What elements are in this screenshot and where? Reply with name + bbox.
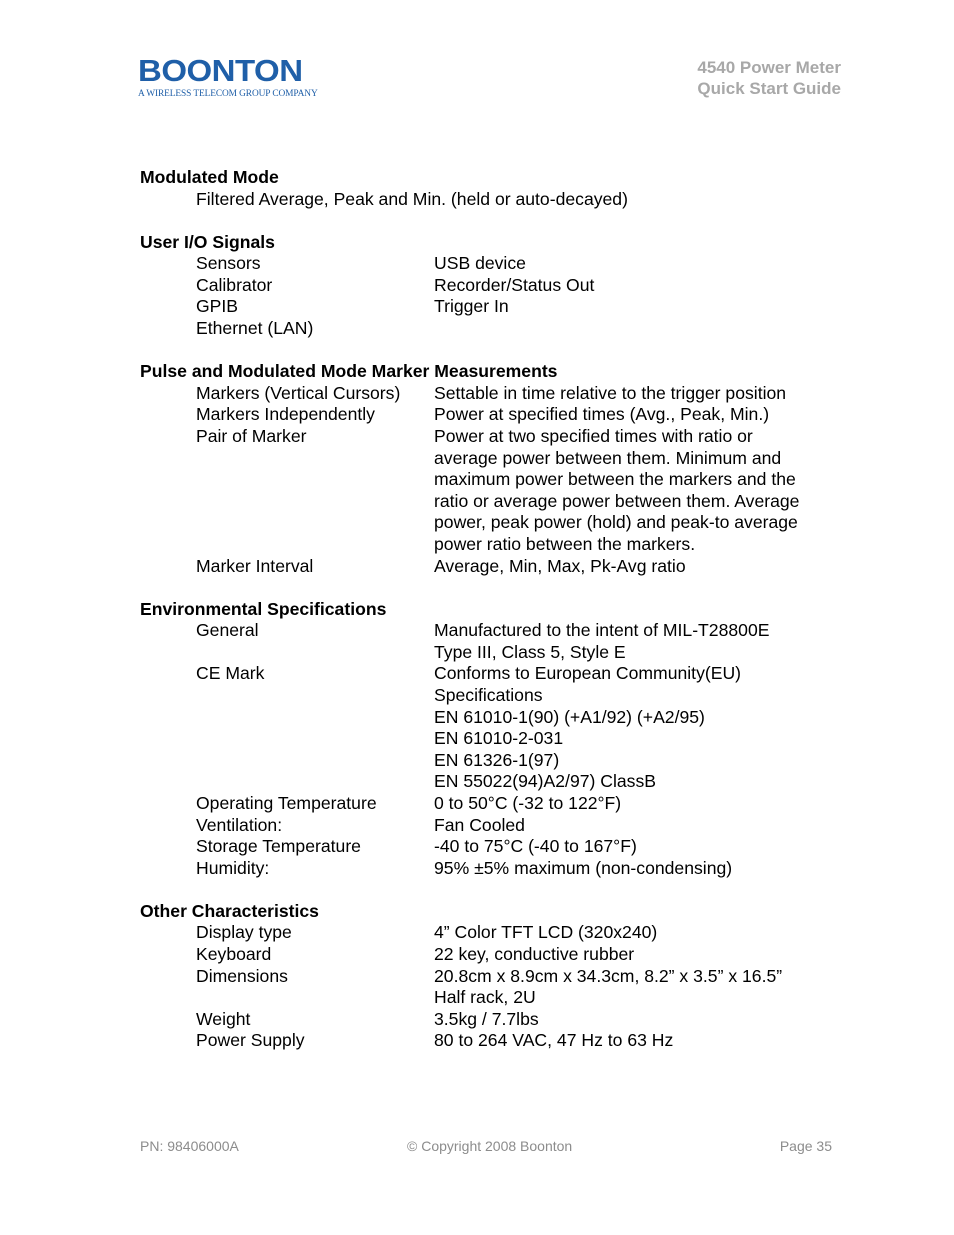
spec-row [140, 944, 840, 966]
spec-value: 22 key, conductive rubber [434, 944, 635, 964]
spec-label: Weight [196, 1008, 251, 1029]
spec-label: Calibrator [196, 274, 273, 295]
spec-value: 4” Color TFT LCD (320x240) [434, 922, 658, 943]
logo-tagline: A WIRELESS TELECOM GROUP COMPANY [138, 89, 318, 99]
section-modulated-mode [140, 167, 840, 210]
spec-row [140, 858, 840, 880]
spec-value: Manufactured to the intent of MIL-T28800E Type III, Class 5, Style E [434, 620, 770, 662]
spec-label: Pair of Marker [196, 425, 307, 446]
spec-label: Ethernet (LAN) [196, 318, 314, 339]
spec-value: USB device [434, 253, 526, 274]
spec-value: Average, Min, Max, Pk-Avg ratio [434, 555, 686, 576]
spec-label: Operating Temperature [196, 792, 377, 813]
spec-row [140, 426, 840, 556]
spec-value: Trigger In [434, 296, 509, 317]
spec-row [140, 296, 840, 318]
section-title: Other Characteristics [140, 900, 319, 921]
spec-row [140, 836, 840, 858]
logo-wordmark: BOONTON [138, 53, 303, 88]
spec-row [140, 556, 840, 578]
spec-value: Recorder/Status Out [434, 274, 595, 295]
spec-label: Display type [196, 922, 292, 943]
section-marker-measurements [140, 361, 840, 577]
spec-row [140, 253, 840, 275]
spec-label: Markers Independently [196, 404, 375, 425]
spec-row [140, 318, 840, 340]
spec-row [140, 922, 840, 944]
spec-label: Sensors [196, 253, 261, 274]
section-user-io-signals [140, 232, 840, 340]
spec-value: Settable in time relative to the trigger position [434, 382, 787, 403]
spec-row [140, 793, 840, 815]
spec-row [140, 966, 840, 1009]
section-other-characteristics [140, 901, 840, 1052]
footer-copyright: © Copyright 2008 Boonton [407, 1138, 573, 1154]
document-header [697, 57, 841, 99]
spec-label: Power Supply [196, 1030, 305, 1051]
spec-row [140, 404, 840, 426]
header-product: 4540 Power Meter [697, 58, 841, 77]
spec-value: Fan Cooled [434, 814, 525, 835]
spec-label: General [196, 620, 259, 641]
spec-label: Keyboard [196, 944, 272, 964]
spec-label: Dimensions [196, 965, 288, 986]
spec-row [140, 1009, 840, 1031]
spec-label: Humidity: [196, 857, 270, 878]
spec-row [140, 663, 840, 793]
spec-label: GPIB [196, 296, 239, 317]
footer-page-number: Page 35 [779, 1138, 832, 1154]
section-title: User I/O Signals [140, 231, 275, 252]
spec-value: 3.5kg / 7.7lbs [434, 1008, 539, 1029]
footer-part-number: PN: 98406000A [140, 1138, 239, 1154]
spec-value: Power at two specified times with ratio or average power between them. Minimum and maximum power between the markers and the ratio or average power between them. Average power, peak power (hold) and peak-to average power ratio between the markers. [434, 425, 800, 554]
spec-value: 20.8cm x 8.9cm x 34.3cm, 8.2” x 3.5” x 16.5” Half rack, 2U [434, 965, 783, 1008]
spec-row [140, 815, 840, 837]
spec-value [434, 318, 840, 340]
spec-value: Power at specified times (Avg., Peak, Min.) [434, 404, 770, 425]
section-title: Pulse and Modulated Mode Marker Measurements [140, 361, 558, 382]
spec-value: 95% ±5% maximum (non-condensing) [434, 857, 733, 878]
spec-label: Storage Temperature [196, 836, 361, 857]
section-environmental-specifications [140, 599, 840, 880]
spec-value: 0 to 50°C (-32 to 122°F) [434, 792, 622, 813]
section-text: Filtered Average, Peak and Min. (held or auto-decayed) [196, 188, 628, 209]
header-doc-title: Quick Start Guide [697, 79, 841, 98]
boonton-logo [138, 53, 323, 100]
spec-content [140, 167, 840, 1052]
section-title: Environmental Specifications [140, 598, 387, 619]
spec-value: 80 to 264 VAC, 47 Hz to 63 Hz [434, 1030, 674, 1051]
spec-row [140, 620, 840, 663]
section-title: Modulated Mode [140, 167, 279, 187]
spec-value: -40 to 75°C (-40 to 167°F) [434, 836, 637, 857]
spec-label: CE Mark [196, 663, 265, 684]
spec-row [140, 275, 840, 297]
spec-value: Conforms to European Community(EU) Specifications EN 61010-1(90) (+A1/92) (+A2/95) EN 61010-2-031 EN 61326-1(97) EN 55022(94)A2/97) ClassB [434, 663, 742, 792]
spec-row [140, 1030, 840, 1052]
spec-label: Ventilation: [196, 814, 283, 835]
spec-row [140, 383, 840, 405]
spec-label: Markers (Vertical Cursors) [196, 382, 401, 403]
spec-label: Marker Interval [196, 555, 314, 576]
